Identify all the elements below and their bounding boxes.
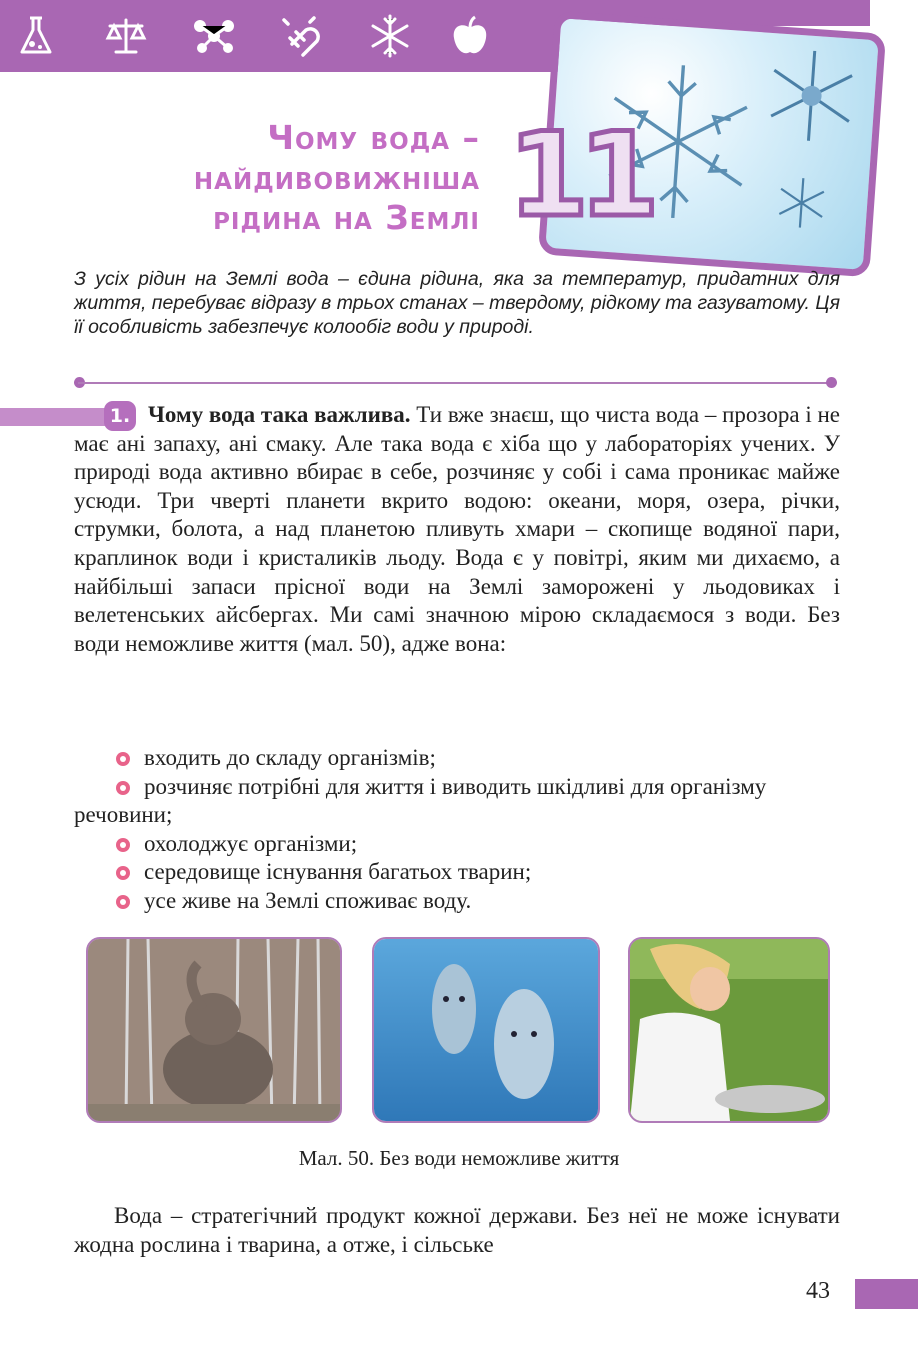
- scales-icon: [102, 12, 150, 60]
- section-paragraph: [74, 401, 840, 658]
- section-number: 1.: [104, 401, 136, 431]
- photo-dolphins: [372, 937, 600, 1123]
- paragraph: Вода – стратегічний продукт кожної держави. Без неї не може існувати жодна рослина і тварина, а отже, і сільське: [74, 1203, 840, 1257]
- snowflake-tiny-icon: [772, 174, 831, 233]
- list-item: [74, 830, 840, 859]
- chapter-number: 11: [508, 108, 650, 243]
- intro-text: З усіх рідин на Землі вода – єдина рідина, яка за температур, придатних для життя, перебуває відразу в трьох станах – твердому, рідкому та газуватому. Ця її особливість забезпечує колообіг води у природі.: [74, 268, 840, 338]
- list-item: [74, 773, 840, 830]
- apple-icon: [446, 12, 494, 60]
- section-text: Ти вже знаєш, що чиста вода – прозора і не має ані запаху, ані смаку. Але така вода є хіба що у лабораторіях учених. У природі вода активно вбирає в себе, розчиняє у собі і сама проникає майже усюди. Три чверті планети вкрито водою: океани, моря, озера, річки, струмки, болота, а над планетою пливуть хмари – скопище водяної пари, краплинок води і кристаликів льоду. Вода є у повітрі, яким ми дихаємо, а найбільші запаси прісної води на Землі заморожені у льодовиках і велетенських айсбергах. Ми самі значною мірою складаємося з води. Без води неможливе життя (мал. 50), адже вона:: [74, 402, 840, 656]
- magnet-icon: [280, 12, 328, 60]
- list-item: [74, 858, 840, 887]
- title-line: рідина на Землі: [213, 198, 480, 237]
- flask-icon: [12, 12, 60, 60]
- bullet-list: [74, 744, 840, 916]
- title-line: Чому вода –: [267, 118, 480, 157]
- list-item: [74, 887, 840, 916]
- molecule-icon: [190, 12, 238, 60]
- figure-caption: Мал. 50. Без води неможливе життя: [298, 1146, 620, 1170]
- photo-girl-drinking: [628, 937, 830, 1123]
- bullet-icon: [116, 781, 130, 795]
- divider: [78, 382, 832, 384]
- photo-elephant: [86, 937, 342, 1123]
- snowflake-icon: [366, 12, 414, 60]
- list-item: [74, 744, 840, 773]
- section-heading: Чому вода така важлива.: [148, 402, 411, 427]
- bullet-icon: [116, 752, 130, 766]
- list-item-text: усе живе на Землі споживає воду.: [144, 887, 472, 913]
- bullet-icon: [116, 838, 130, 852]
- page-number: 43: [806, 1278, 830, 1304]
- bullet-icon: [116, 895, 130, 909]
- list-item-text: охолоджує організми;: [144, 830, 358, 856]
- list-item-text: входить до складу організмів;: [144, 745, 436, 770]
- list-item-text: середовище існування багатьох тварин;: [144, 859, 532, 885]
- title-line: найдивовижніша: [193, 158, 480, 197]
- page-number-bar: [855, 1279, 918, 1309]
- divider-dot: [826, 377, 837, 388]
- snowflake-small-icon: [758, 42, 865, 149]
- bullet-icon: [116, 866, 130, 880]
- chapter-title: [120, 118, 480, 238]
- list-item-text: розчиняє потрібні для життя і виводить шкідливі для організму речовини;: [74, 773, 767, 828]
